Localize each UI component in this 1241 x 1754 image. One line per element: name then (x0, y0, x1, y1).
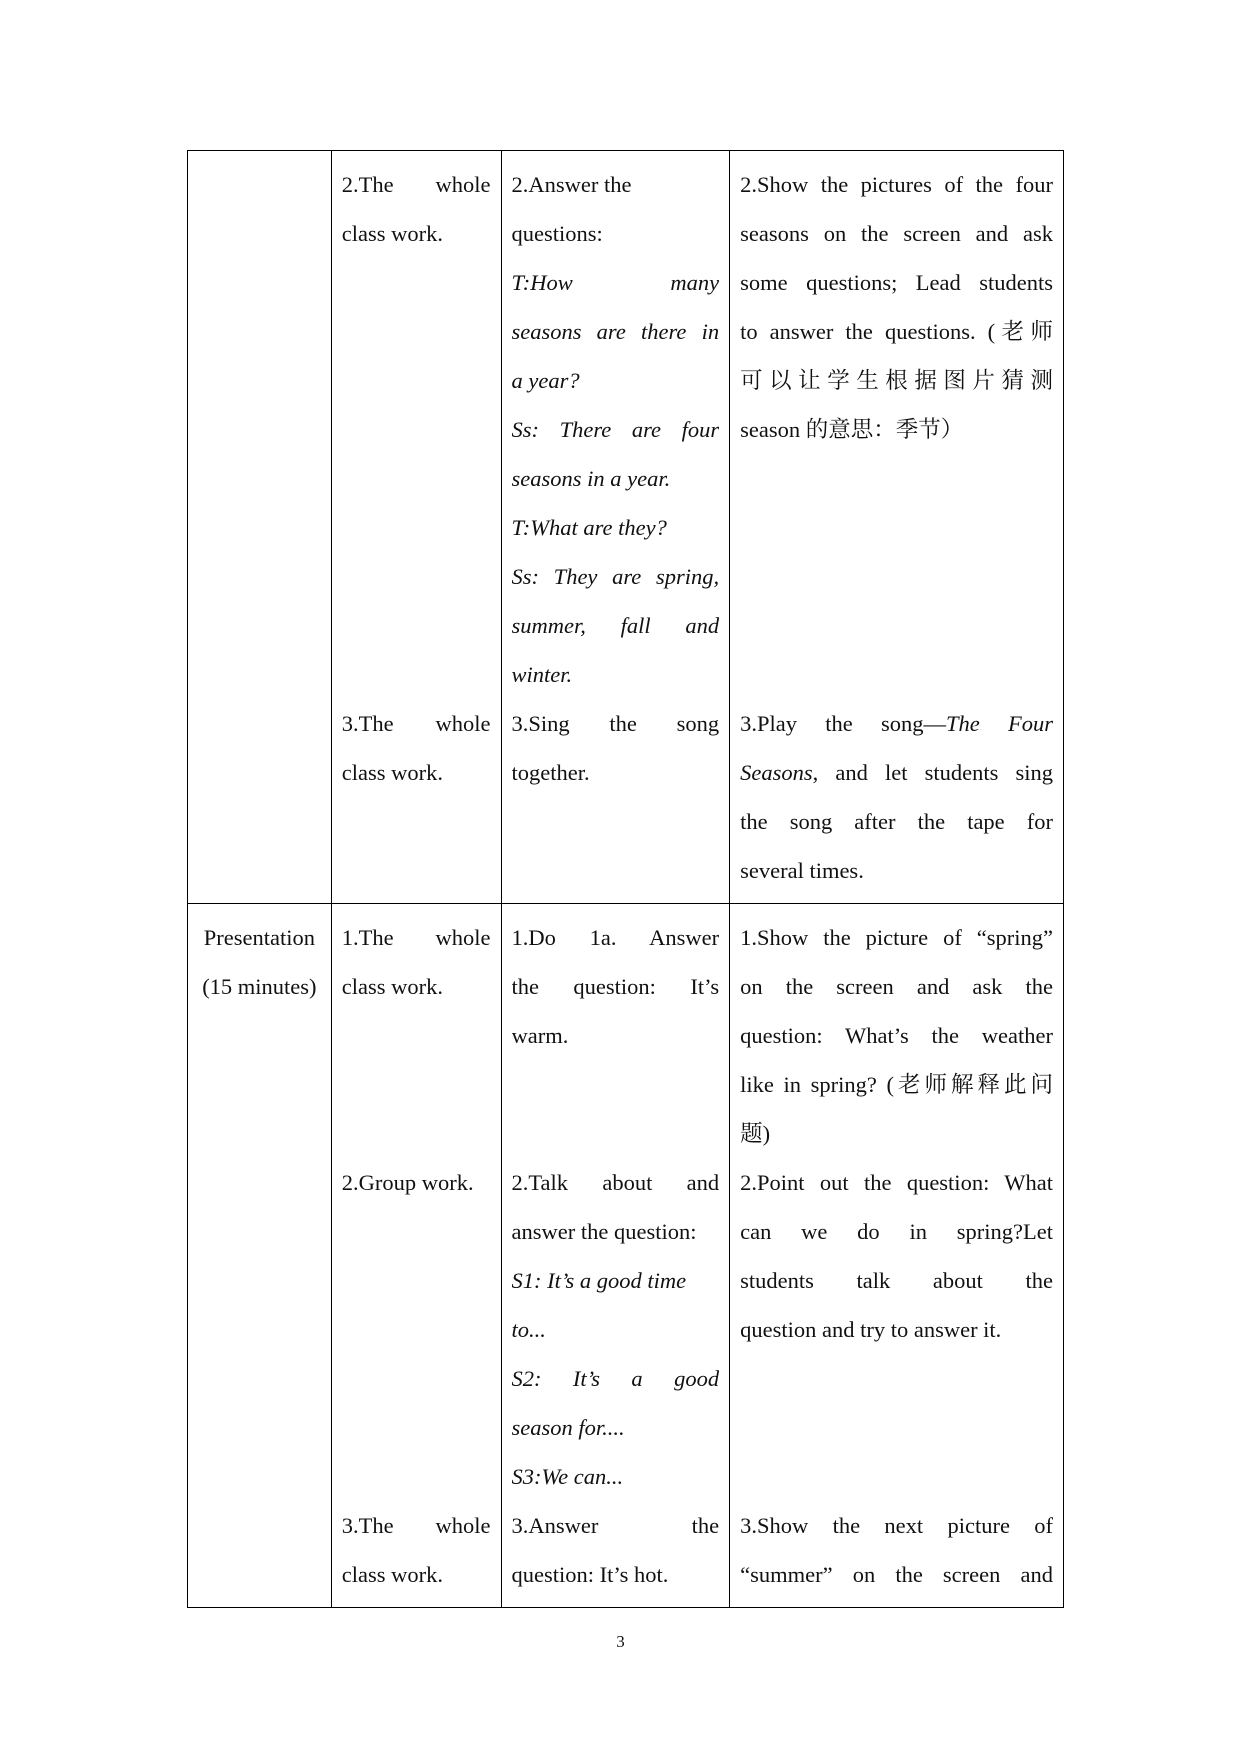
cell-line: 3.Sing the song (511, 711, 720, 736)
cell-line: 可以让学生根据图片猜测 (740, 368, 1053, 393)
cell-line: the question: It’s (511, 974, 720, 999)
cell-line: class work. (341, 974, 443, 999)
cell-line: on the screen and ask the (740, 974, 1053, 999)
cell-line: 3.The whole (341, 1513, 491, 1538)
cell-line: 3.The whole (341, 711, 491, 736)
cell-line: S3:We can... (511, 1464, 624, 1489)
cell-line: 2.Answer the (511, 172, 632, 197)
cell-line: S2: It’s a good (511, 1366, 720, 1391)
stage-name: Presentation (203, 925, 315, 950)
cell-line: like in spring? (老师解释此问 (740, 1072, 1053, 1097)
cell-line: 2.Point out the question: What (740, 1170, 1053, 1195)
teacher-activity-cell (730, 904, 1064, 1608)
cell-line: seasons in a year. (511, 466, 671, 491)
cell-line: 3.Answer the (511, 1513, 720, 1538)
page-number: 3 (616, 1632, 625, 1651)
cell-line: seasons are there in (511, 319, 720, 344)
cell-line: a year? (511, 368, 580, 393)
cell-line: class work. (341, 1562, 443, 1587)
cell-line: summer, fall and (511, 613, 720, 638)
cell-line: question: It’s hot. (511, 1562, 669, 1587)
teacher-activity-cell (730, 151, 1064, 904)
cell-line: some questions; Lead students (740, 270, 1053, 295)
cell-line: S1: It’s a good time (511, 1268, 687, 1293)
cell-line: 2.The whole (341, 172, 491, 197)
interaction-form-cell (331, 151, 501, 904)
stage-cell (188, 151, 332, 904)
cell-line: answer the question: (511, 1219, 697, 1244)
stage-cell (188, 904, 332, 1608)
cell-line: questions: (511, 221, 603, 246)
cell-line: Seasons, and let students sing (740, 760, 1053, 785)
cell-line: to... (511, 1317, 546, 1342)
cell-line: seasons on the screen and ask (740, 221, 1053, 246)
cell-line: T:What are they? (511, 515, 667, 540)
cell-line: 3.Play the song—The Four (740, 711, 1053, 736)
cell-line: 2.Talk about and (511, 1170, 720, 1195)
cell-line: T:How many (511, 270, 720, 295)
cell-line: “summer” on the screen and (740, 1562, 1053, 1587)
table-row (188, 904, 1064, 1608)
cell-line: the song after the tape for (740, 809, 1053, 834)
cell-line: 题) (740, 1121, 771, 1146)
table-row (188, 151, 1064, 904)
cell-line: 1.Show the picture of “spring” (740, 925, 1053, 950)
cell-line: students talk about the (740, 1268, 1053, 1293)
cell-line: Ss: They are spring, (511, 564, 720, 589)
cell-line: question and try to answer it. (740, 1317, 1002, 1342)
interaction-form-cell (331, 904, 501, 1608)
cell-line: 1.Do 1a. Answer (511, 925, 720, 950)
cell-line: Ss: There are four (511, 417, 720, 442)
stage-duration: (15 minutes) (202, 974, 317, 999)
cell-line: question: What’s the weather (740, 1023, 1053, 1048)
cell-line: 2.Show the pictures of the four (740, 172, 1053, 197)
cell-line: warm. (511, 1023, 569, 1048)
cell-line: to answer the questions. (老师 (740, 319, 1053, 344)
cell-line: winter. (511, 662, 573, 687)
cell-line: 2.Group work. (341, 1170, 474, 1195)
student-activity-cell (501, 151, 730, 904)
cell-line: class work. (341, 760, 443, 785)
cell-line: together. (511, 760, 590, 785)
cell-line: season for.... (511, 1415, 625, 1440)
cell-line: class work. (341, 221, 443, 246)
cell-line: several times. (740, 858, 864, 883)
cell-line: 1.The whole (341, 925, 491, 950)
cell-line: season 的意思：季节） (740, 417, 964, 442)
lesson-plan-table (187, 150, 1064, 1608)
cell-line: 3.Show the next picture of (740, 1513, 1053, 1538)
cell-line: can we do in spring?Let (740, 1219, 1053, 1244)
student-activity-cell (501, 904, 730, 1608)
